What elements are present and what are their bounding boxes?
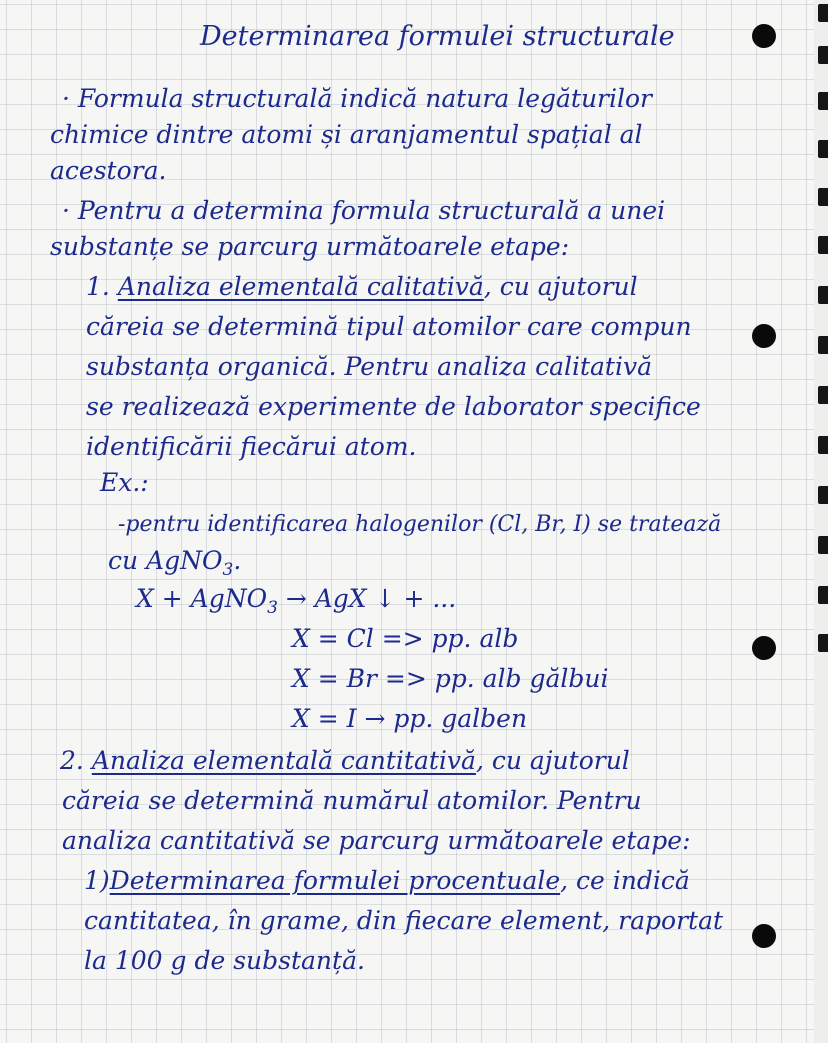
example-line bbox=[108, 546, 241, 585]
binder-tab bbox=[818, 46, 828, 64]
binder-tab bbox=[818, 586, 828, 604]
step1-heading: Analiza elementală calitativă bbox=[117, 272, 484, 301]
paragraph-line: substanța organică. Pentru analiza calitativă bbox=[86, 352, 653, 381]
example-label: Ex.: bbox=[100, 468, 149, 497]
binder-tab bbox=[818, 188, 828, 206]
paragraph-line: · Pentru a determina formula structurală a unei bbox=[62, 196, 666, 225]
binder-tab bbox=[818, 336, 828, 354]
step2-heading-line bbox=[60, 746, 630, 776]
step1-number: 1. bbox=[86, 272, 110, 301]
paragraph-line: acestora. bbox=[50, 156, 167, 185]
punch-hole bbox=[752, 24, 776, 48]
punch-hole bbox=[752, 636, 776, 660]
binder-tab bbox=[818, 386, 828, 404]
reaction-case: X = I → pp. galben bbox=[292, 704, 528, 733]
step1-heading-rest: , cu ajutorul bbox=[483, 272, 638, 301]
reagent-formula: cu AgNO bbox=[108, 546, 223, 575]
binder-tab bbox=[818, 236, 828, 254]
paragraph-line: identificării fiecărui atom. bbox=[86, 432, 417, 461]
paragraph-line: căreia se determină tipul atomilor care compun bbox=[86, 312, 692, 341]
reagent-subscript: 3 bbox=[222, 560, 234, 580]
substep1-number: 1) bbox=[84, 866, 110, 895]
page-title: Determinarea formulei structurale bbox=[200, 21, 675, 52]
paragraph-line: substanțe se parcurg următoarele etape: bbox=[50, 232, 570, 261]
binder-tab bbox=[818, 436, 828, 454]
substep1-heading-line bbox=[84, 866, 690, 896]
punch-hole bbox=[752, 924, 776, 948]
step2-number: 2. bbox=[60, 746, 84, 775]
paragraph-line: cantitatea, în grame, din fiecare element, raportat bbox=[84, 906, 724, 935]
reaction-case: X = Br => pp. alb gălbui bbox=[292, 664, 609, 693]
reaction-subscript: 3 bbox=[267, 598, 278, 618]
step2-heading: Analiza elementală cantitativă bbox=[91, 746, 476, 775]
paragraph-line: · Formula structurală indică natura legăturilor bbox=[62, 84, 653, 113]
reaction-right: → AgX ↓ + ... bbox=[277, 584, 457, 613]
binder-tab bbox=[818, 486, 828, 504]
substep1-heading-rest: , ce indică bbox=[560, 866, 690, 895]
step2-heading-rest: , cu ajutorul bbox=[475, 746, 630, 775]
reaction-case: X = Cl => pp. alb bbox=[292, 624, 519, 653]
binder-tab bbox=[818, 140, 828, 158]
example-line: -pentru identificarea halogenilor (Cl, Br, I) se tratează bbox=[118, 512, 722, 537]
paragraph-line: se realizează experimente de laborator specifice bbox=[86, 392, 701, 421]
punch-hole bbox=[752, 324, 776, 348]
binder-tab bbox=[818, 92, 828, 110]
step1-heading-line bbox=[86, 272, 638, 302]
paragraph-line: la 100 g de substanță. bbox=[84, 946, 365, 975]
paragraph-line: chimice dintre atomi și aranjamentul spațial al bbox=[50, 120, 643, 149]
binder-tab bbox=[818, 634, 828, 652]
reaction-equation bbox=[136, 584, 456, 623]
binder-tab bbox=[818, 536, 828, 554]
reagent-tail: . bbox=[233, 546, 242, 575]
reaction-left: X + AgNO bbox=[136, 584, 268, 613]
substep1-heading: Determinarea formulei procentuale bbox=[109, 866, 561, 895]
binder-tab bbox=[818, 4, 828, 22]
binder-strip bbox=[814, 0, 828, 1043]
binder-tab bbox=[818, 286, 828, 304]
paragraph-line: căreia se determină numărul atomilor. Pentru bbox=[62, 786, 642, 815]
paragraph-line: analiza cantitativă se parcurg următoarele etape: bbox=[62, 826, 691, 855]
